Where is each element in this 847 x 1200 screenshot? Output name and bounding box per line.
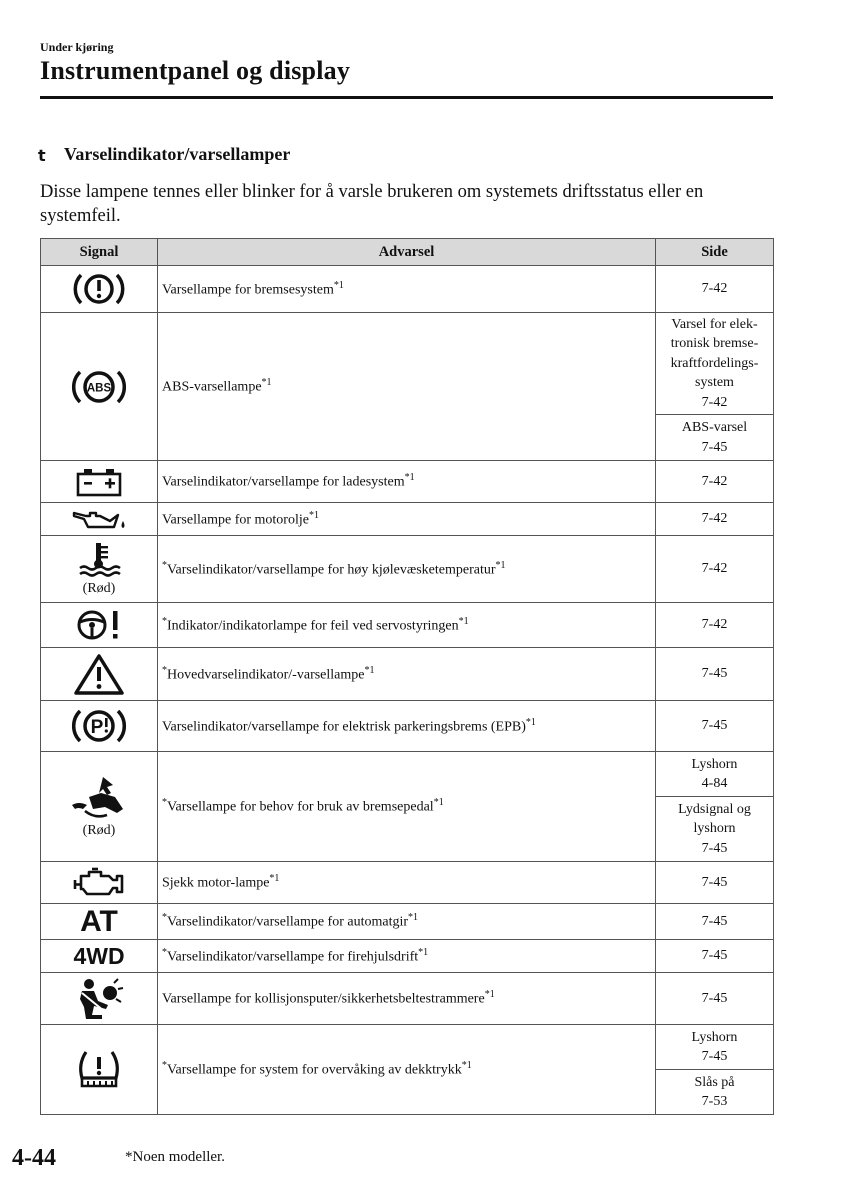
warning-cell	[158, 461, 656, 503]
signal-cell	[41, 973, 158, 1025]
warning-cell	[158, 648, 656, 701]
page-ref: Varsel for elek- tronisk bremse- kraftfordelings- system 7-42	[656, 313, 774, 415]
table-row	[41, 536, 774, 603]
page-title: Instrumentpanel og display	[40, 56, 351, 85]
footnote-mark: *1	[484, 989, 495, 1001]
warning-text: ABS-varsellampe	[162, 379, 262, 395]
signal-cell	[41, 1025, 158, 1115]
footnote-mark: *1	[404, 472, 415, 484]
page-ref: 7-45	[656, 940, 774, 973]
brake-warning-icon	[72, 269, 126, 309]
page-ref: 7-42	[656, 603, 774, 648]
automatic-transmission-icon: AT	[80, 904, 118, 938]
model-mark: *	[162, 912, 167, 924]
abs-warning-icon	[70, 366, 128, 408]
intro-paragraph: Disse lampene tennes eller blinker for å varsle brukeren om systemets driftsstatus eller en systemfeil.	[40, 182, 704, 226]
table-row	[41, 503, 774, 536]
page-ref: ABS-varsel 7-45	[656, 415, 774, 461]
warning-text: Varsellampe for bremsesystem	[162, 282, 334, 298]
warning-cell	[158, 313, 656, 461]
page-ref: 7-45	[656, 904, 774, 940]
warning-text: Indikator/indikatorlampe for feil ved servostyringen	[167, 618, 459, 634]
table-row	[41, 973, 774, 1025]
warning-text: Varselindikator/varsellampe for automatgir	[167, 914, 409, 930]
warning-text: Sjekk motor-lampe	[162, 875, 270, 891]
page-ref: 7-45	[656, 973, 774, 1025]
steering-wheel-warning-icon	[74, 608, 124, 642]
table-row	[41, 266, 774, 313]
signal-cell	[41, 266, 158, 313]
warning-cell	[158, 503, 656, 536]
epb-icon-label: P	[90, 717, 104, 738]
warning-cell	[158, 603, 656, 648]
warning-text: Varsellampe for motorolje	[162, 512, 309, 528]
page-ref: 7-42	[656, 503, 774, 536]
warning-text: Varselindikator/varsellampe for elektrisk parkeringsbrems (EPB)	[162, 719, 526, 735]
warning-cell	[158, 862, 656, 904]
abs-icon-label: ABS	[86, 382, 112, 394]
signal-cell	[41, 503, 158, 536]
page-ref: 7-42	[656, 266, 774, 313]
warning-cell	[158, 1025, 656, 1115]
page-ref: Lydsignal og lyshorn 7-45	[656, 797, 774, 862]
table-row	[41, 940, 774, 973]
electric-parking-brake-icon	[71, 705, 127, 747]
signal-cell	[41, 904, 158, 940]
page-ref: 7-45	[656, 862, 774, 904]
page-ref: 7-42	[656, 461, 774, 503]
check-engine-icon	[71, 867, 127, 899]
page-ref: Slås på 7-53	[656, 1070, 774, 1115]
page-ref: 7-42	[656, 536, 774, 603]
warning-cell	[158, 701, 656, 752]
table-row	[41, 648, 774, 701]
tire-pressure-icon	[74, 1048, 124, 1092]
subsection-bullet: t	[38, 146, 46, 165]
four-wheel-drive-icon: 4WD	[73, 943, 125, 969]
footnote-mark: *1	[269, 873, 280, 885]
table-row	[41, 752, 774, 797]
warning-cell	[158, 266, 656, 313]
icon-caption: (Rød)	[82, 822, 116, 838]
model-mark: *	[162, 664, 167, 676]
signal-cell	[41, 536, 158, 603]
table-row	[41, 461, 774, 503]
table-row	[41, 904, 774, 940]
subsection-heading: Varselindikator/varsellamper	[64, 144, 291, 164]
airbag-icon	[74, 977, 124, 1021]
page-number: 4-44	[12, 1145, 56, 1171]
footnote-mark: *1	[495, 559, 506, 571]
table-row	[41, 1025, 774, 1070]
signal-cell	[41, 862, 158, 904]
warning-text: Hovedvarselindikator/-varsellampe	[167, 667, 365, 683]
signal-cell	[41, 461, 158, 503]
signal-cell	[41, 313, 158, 461]
model-mark: *	[162, 1060, 167, 1072]
signal-cell	[41, 648, 158, 701]
table-row	[41, 603, 774, 648]
table-row	[41, 701, 774, 752]
footnote-mark: *1	[308, 509, 319, 521]
warning-text: Varselindikator/varsellampe for høy kjølevæsketemperatur	[167, 562, 496, 578]
model-mark: *	[162, 615, 167, 627]
coolant-temperature-icon	[75, 541, 123, 577]
title-divider	[40, 96, 773, 99]
page-ref: Lyshorn 4-84	[656, 752, 774, 797]
warning-cell	[158, 536, 656, 603]
model-mark: *	[162, 797, 167, 809]
warning-text: Varselindikator/varsellampe for ladesystem	[162, 474, 405, 490]
warning-cell	[158, 752, 656, 862]
warning-cell	[158, 904, 656, 940]
model-mark: *	[162, 559, 167, 571]
footnote: *Noen modeller.	[125, 1149, 225, 1165]
signal-cell	[41, 701, 158, 752]
page-ref: 7-45	[656, 701, 774, 752]
footnote-mark: *1	[525, 716, 536, 728]
warning-cell	[158, 940, 656, 973]
warning-text: Varsellampe for system for overvåking av dekktrykk	[167, 1062, 462, 1078]
warning-text: Varsellampe for kollisjonsputer/sikkerhetsbeltestrammere	[162, 991, 485, 1007]
footnote-mark: *1	[458, 615, 469, 627]
header-signal: Signal	[41, 239, 158, 266]
warning-lights-table	[40, 238, 774, 1115]
brake-pedal-icon	[69, 775, 129, 819]
warning-cell	[158, 973, 656, 1025]
warning-text: Varselindikator/varsellampe for firehjulsdrift	[167, 949, 419, 965]
footnote-mark: *1	[261, 377, 272, 389]
table-row	[41, 862, 774, 904]
footnote-mark: *1	[433, 797, 444, 809]
footnote-mark: *1	[408, 912, 419, 924]
footnote-mark: *1	[418, 946, 429, 958]
signal-cell	[41, 940, 158, 973]
header-page: Side	[656, 239, 774, 266]
table-header-row	[41, 239, 774, 266]
footnote-mark: *1	[333, 279, 344, 291]
signal-cell	[41, 752, 158, 862]
master-warning-triangle-icon	[72, 652, 126, 696]
warning-text: Varsellampe for behov for bruk av bremsepedal	[167, 799, 434, 815]
oil-can-icon	[70, 507, 128, 531]
icon-caption: (Rød)	[82, 581, 116, 596]
battery-icon	[74, 467, 124, 497]
footnote-mark: *1	[364, 664, 375, 676]
model-mark: *	[162, 946, 167, 958]
table-row	[41, 313, 774, 415]
page-ref: 7-45	[656, 648, 774, 701]
signal-cell	[41, 603, 158, 648]
footnote-mark: *1	[461, 1060, 472, 1072]
section-label: Under kjøring	[40, 40, 114, 54]
header-warning: Advarsel	[158, 239, 656, 266]
page-ref: Lyshorn 7-45	[656, 1025, 774, 1070]
